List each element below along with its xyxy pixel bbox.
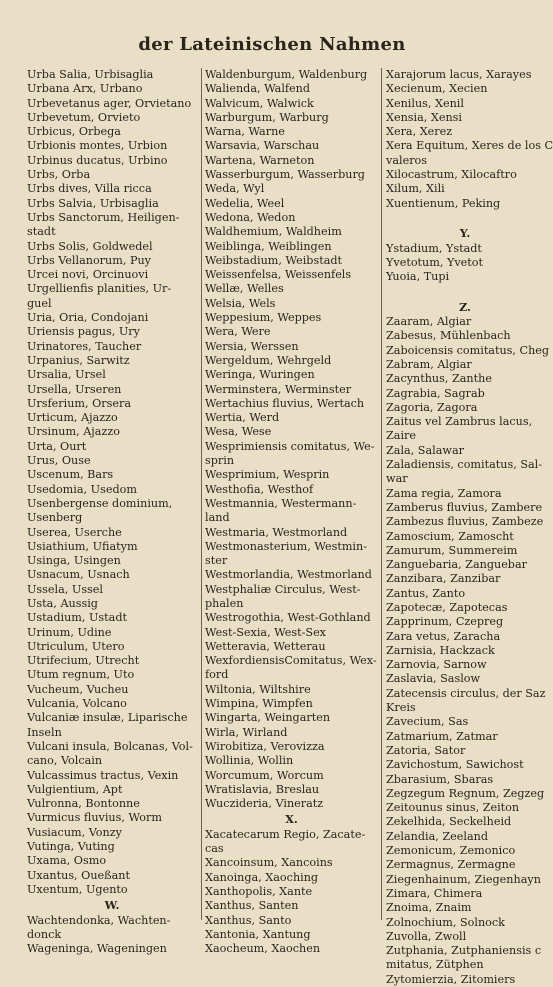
index-entry: Westrogothia, West-Gothland [205,611,371,625]
index-entry: Wasserburgum, Wasserburg [205,168,365,182]
section-letter: Y. [459,226,471,241]
index-entry: Zatoria, Sator [386,743,466,757]
index-entry: Urbs dives, Villa ricca [27,182,152,196]
index-entry: Wertachius fluvius, Wertach [205,396,365,410]
index-entry: Wirla, Wirland [205,725,288,739]
index-entry: Werminstera, Werminster [205,382,352,396]
index-entry: Zaladiensis, comitatus, Sal- [386,458,543,472]
index-entry: Zagoria, Zagora [386,400,478,414]
index-entry: Zama regia, Zamora [386,486,502,500]
index-column-1 [27,68,197,956]
index-entry: Usnacum, Usnach [27,568,130,582]
index-entry: Wiltonia, Wiltshire [205,682,311,696]
index-entry: Xilum, Xili [386,182,445,196]
index-entry: Urbicus, Orbega [27,125,121,139]
index-entry: Wersia, Werssen [205,339,299,353]
index-entry: sprin [205,454,235,468]
index-entry: Urbs Salvia, Urbisaglia [27,196,159,210]
index-entry: Ursella, Urseren [27,382,122,396]
index-entry: Zarnovia, Sarnow [386,658,487,672]
index-entry: phalen [205,596,244,610]
index-entry: Urbs Sanctorum, Heiligen- [27,210,180,224]
index-entry: Vutinga, Vuting [27,840,115,854]
index-entry: West-Sexia, West-Sex [205,625,326,639]
index-entry: Zavecium, Sas [386,715,469,729]
index-entry: Wingarta, Weingarten [205,711,331,725]
index-entry: Uscenum, Bars [27,468,114,482]
index-entry: Zatecensis circulus, der Saz [386,686,546,700]
index-entry: Zutphania, Zutphaniensis c [386,944,542,958]
index-entry: Xuentienum, Peking [386,196,501,210]
index-entry: stadt [27,225,56,239]
index-entry: Vurmicus fluvius, Worm [27,811,162,825]
index-entry: Urba Salia, Urbisaglia [27,68,154,81]
index-entry: Xenilus, Xenil [386,96,464,110]
index-entry: Xecienum, Xecien [386,82,488,96]
index-entry: Urbana Arx, Urbano [27,82,143,96]
index-entry: Zavichostum, Sawichost [386,758,524,772]
index-entry: Usta, Aussig [27,596,98,610]
index-entry: Zacynthus, Zanthe [386,372,492,386]
index-entry: Xantonia, Xantung [205,927,311,941]
index-entry: Zytomierzia, Zitomiers [386,972,516,986]
index-entry: Urbinus ducatus, Urbino [27,153,168,167]
index-entry: Ustadium, Ustadt [27,611,127,625]
index-entry: Ursalia, Ursel [27,368,106,382]
index-entry: Walvicum, Walwick [205,96,314,110]
index-entry: Xera, Xerez [386,125,453,139]
index-entry: cano, Volcain [27,754,103,768]
index-entry: Weissenfelsa, Weissenfels [205,268,352,282]
index-entry: Wellæ, Welles [205,282,284,296]
index-entry: ford [205,668,229,682]
index-entry: Urbs Vellanorum, Puy [27,253,152,267]
index-entry: Znoima, Znaim [386,901,472,915]
index-entry: Wedelia, Weel [205,196,285,210]
index-entry: Wratislavia, Breslau [205,782,320,796]
index-entry: Urbevetum, Orvieto [27,110,141,124]
index-entry: mitatus, Zütphen [386,958,484,972]
section-letter: Z. [459,299,471,314]
index-entry: Urbevetanus ager, Orvietano [27,96,192,110]
index-entry: Welsia, Wels [205,296,276,310]
index-entry: Xancoinsum, Xancoins [205,856,333,870]
index-entry: ster [205,554,228,568]
index-entry: Urpanius, Sarwitz [27,353,130,367]
index-entry: Wera, Were [205,325,271,339]
index-entry: Urbionis montes, Urbion [27,139,168,153]
index-entry: Zaaram, Algiar [386,315,472,329]
index-entry: Vulronna, Bontonne [27,797,140,811]
index-entry: Urinatores, Taucher [27,339,142,353]
index-entry: Xilocastrum, Xilocaftro [386,168,517,182]
index-entry: Wageninga, Wageningen [27,942,167,956]
index-entry: Userea, Userche [27,525,122,539]
index-entry: Usedomia, Usedom [27,482,137,496]
index-entry: Xera Equitum, Xeres de los C [386,139,553,153]
index-entry: Utriculum, Utero [27,639,125,653]
index-entry: Ussela, Ussel [27,582,104,596]
index-entry: Vulcassimus tractus, Vexin [27,768,179,782]
index-entry: Urgellienfis planities, Ur- [27,282,172,296]
index-entry: Utum regnum, Uto [27,668,135,682]
column-rule [381,68,382,920]
index-entry: Zimara, Chimera [386,886,483,900]
index-entry: Waldhemium, Waldheim [205,225,342,239]
index-entry: Westmonasterium, Westmin- [205,539,367,553]
index-entry: Xaocheum, Xaochen [205,942,321,956]
index-entry: Utrifecium, Utrecht [27,654,140,668]
index-entry: cas [205,842,224,856]
index-entry: Zolnochium, Solnock [386,915,505,929]
index-entry: Xanoinga, Xaoching [205,870,319,884]
index-entry: Weibstadium, Weibstadt [205,253,343,267]
index-entry: Zaitus vel Zambrus lacus, [386,415,533,429]
index-entry: Kreis [386,701,416,715]
index-entry: Westmaria, Westmorland [205,525,348,539]
index-entry: Zabram, Algiar [386,357,472,371]
index-entry: Zelandia, Zeeland [386,829,488,843]
index-entry: Zanzibara, Zanzibar [386,572,501,586]
page-header: der Lateinischen Nahmen [138,34,406,55]
index-entry: Vucheum, Vucheu [27,682,129,696]
index-entry: Ystadium, Ystadt [386,241,482,255]
index-entry: guel [27,296,52,310]
index-entry: Xensia, Xensi [386,110,463,124]
index-entry: Ursferium, Orsera [27,396,132,410]
index-entry: Warna, Warne [205,125,285,139]
index-entry: Uxantus, Oueßant [27,868,131,882]
index-entry: Wergeldum, Wehrgeld [205,353,332,367]
index-entry: Yvetotum, Yvetot [386,255,484,269]
index-entry: Wirobitiza, Verovizza [205,739,325,753]
index-entry: Zuvolla, Zwoll [386,929,467,943]
index-entry: Wuczideria, Vineratz [205,797,324,811]
index-entry: Vulcaniæ insulæ, Liparische [27,711,188,725]
index-entry: Usenberg [27,511,83,525]
index-entry: Uriensis pagus, Ury [27,325,140,339]
index-entry: Zermagnus, Zermagne [386,858,516,872]
index-entry: Usinga, Usingen [27,554,121,568]
index-entry: war [386,472,408,486]
index-entry: Zamoscium, Zamoscht [386,529,514,543]
index-entry: Zeitounus sinus, Zeiton [386,801,520,815]
index-entry: Vulcania, Volcano [27,697,127,711]
index-entry: Weiblinga, Weiblingen [205,239,332,253]
index-entry: Zanguebaria, Zanguebar [386,558,527,572]
index-entry: Warsavia, Warschau [205,139,320,153]
index-entry: Zamurum, Summereim [386,543,518,557]
index-entry: Urinum, Udine [27,625,112,639]
index-entry: Westphaliæ Circulus, West- [205,582,361,596]
index-entry: Inseln [27,725,62,739]
index-entry: Zabesus, Mühlenbach [386,329,511,343]
index-entry: Uxama, Osmo [27,854,107,868]
index-entry: Xanthopolis, Xante [205,884,313,898]
index-entry: Zaslavia, Saslow [386,672,481,686]
index-entry: donck [27,927,62,941]
index-entry: Wartena, Warneton [205,153,315,167]
index-entry: Westmorlandia, Westmorland [205,568,372,582]
index-entry: Waldenburgum, Waldenburg [205,68,368,81]
index-entry: Ursinum, Ajazzo [27,425,120,439]
index-entry: Urbs Solis, Goldwedel [27,239,153,253]
index-entry: Wesprimiensis comitatus, We- [205,439,375,453]
index-entry: Zala, Salawar [386,443,464,457]
index-entry: Uxentum, Ugento [27,882,128,896]
index-entry: Zara vetus, Zaracha [386,629,501,643]
section-letter: W. [104,898,120,913]
index-entry: Urta, Ourt [27,439,87,453]
index-entry: Wimpina, Wimpfen [205,697,313,711]
index-entry: Zagrabia, Sagrab [386,386,485,400]
index-entry: Weda, Wyl [205,182,265,196]
index-entry: land [205,511,230,525]
index-entry: Xanthus, Santo [205,913,292,927]
index-entry: Wertia, Werd [205,411,280,425]
index-entry: Weringa, Wuringen [205,368,315,382]
index-column-2 [205,68,378,956]
index-entry: Zbarasium, Sbaras [386,772,494,786]
index-entry: WexfordiensisComitatus, Wex- [205,654,377,668]
index-entry: Xarajorum lacus, Xarayes [386,68,532,81]
index-entry: Urticum, Ajazzo [27,411,118,425]
index-entry: Wedona, Wedon [205,210,296,224]
index-entry: Worcumum, Worcum [205,768,324,782]
index-entry: Vulgientium, Apt [27,782,123,796]
index-entry: Wollinia, Wollin [205,754,294,768]
index-entry: Vulcani insula, Bolcanas, Vol- [27,739,193,753]
index-entry: Vusiacum, Vonzy [27,825,122,839]
index-entry: Zaboicensis comitatus, Cheg [386,343,550,357]
index-entry: Uria, Oria, Condojani [27,311,149,325]
index-entry: Wachtendonka, Wachten- [27,913,171,927]
index-entry: Zamberus fluvius, Zambere [386,500,543,514]
index-entry: Yuoia, Tupi [386,270,450,284]
index-entry: Zatmarium, Zatmar [386,729,498,743]
index-entry: Weppesium, Weppes [205,311,322,325]
index-entry: Westmannia, Westermann- [205,496,357,510]
spacer [386,211,544,225]
index-entry: Wesa, Wese [205,425,272,439]
index-entry: Wetteravia, Wetterau [205,639,326,653]
index-entry: Zemonicum, Zemonico [386,844,516,858]
index-entry: Xacatecarum Regio, Zacate- [205,827,366,841]
index-entry: valeros [386,153,428,167]
index-entry: Xanthus, Santen [205,899,299,913]
index-entry: Warburgum, Warburg [205,110,329,124]
index-entry: Ziegenhainum, Ziegenhayn [386,872,541,886]
index-entry: Usiathium, Ufiatym [27,539,138,553]
column-rule [201,68,202,920]
index-entry: Urus, Ouse [27,454,91,468]
index-entry: Zekelhida, Seckelheid [386,815,512,829]
index-entry: Zambezus fluvius, Zambeze [386,515,544,529]
index-entry: Zapotecæ, Zapotecas [386,600,508,614]
index-entry: Zapprinum, Czepreg [386,615,504,629]
index-entry: Urcei novi, Orcinuovi [27,268,149,282]
index-entry: Wesprimium, Wesprin [205,468,330,482]
index-column-3 [386,68,553,986]
index-entry: Zantus, Zanto [386,586,466,600]
index-entry: Usenbergense dominium, [27,496,173,510]
index-entry: Zegzegum Regnum, Zegzeg [386,786,545,800]
index-entry: Zaire [386,429,416,443]
index-entry: Walienda, Walfend [205,82,311,96]
index-entry: Westhofia, Westhof [205,482,314,496]
index-entry: Zarnisia, Hackzack [386,643,495,657]
section-letter: X. [285,812,298,827]
index-entry: Urbs, Orba [27,168,91,182]
spacer [386,284,544,298]
